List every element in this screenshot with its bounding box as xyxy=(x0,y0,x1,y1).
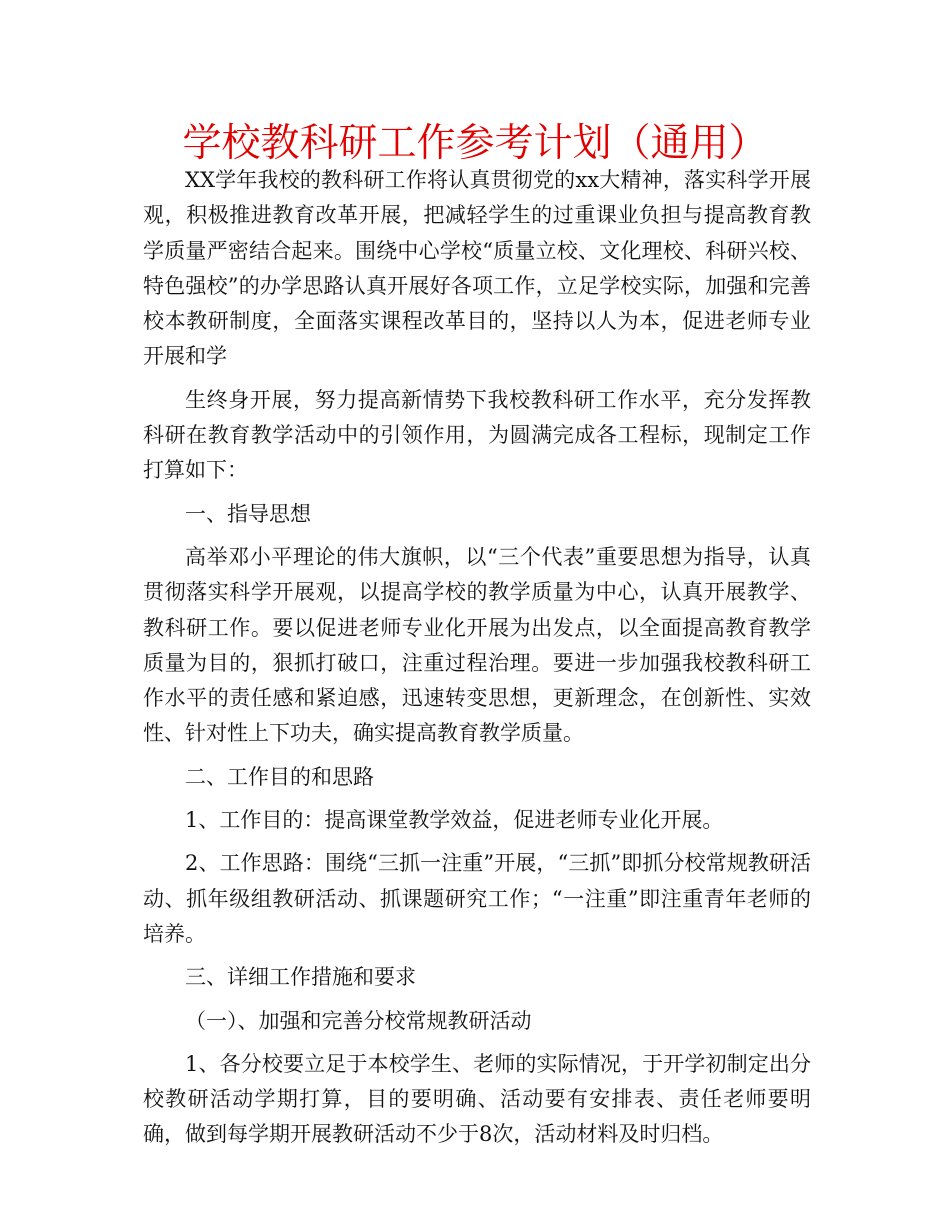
paragraph-work-approach: 2、工作思路：围绕“三抓一注重”开展，“三抓”即抓分校常规教研活动、抓年级组教研活动、抓课题研究工作；“一注重”即注重青年老师的培养。 xyxy=(143,851,811,946)
subheading-routine-research: （一）、加强和完善分校常规教研活动 xyxy=(185,1008,532,1033)
paragraph-work-goal: 1、工作目的：提高课堂教学效益，促进老师专业化开展。 xyxy=(185,808,724,833)
paragraph-intro-continued: 生终身开展，努力提高新情势下我校教科研工作水平，充分发挥教科研在教育教学活动中的引领作用，为圆满完成各工程标，现制定工作打算如下： xyxy=(143,387,811,483)
document-body xyxy=(143,163,811,1153)
paragraph-branch-plan: 1、各分校要立足于本校学生、老师的实际情况，于开学初制定出分校教研活动学期打算，目的要明确、活动要有安排表、责任老师要明确，做到每学期开展教研活动不少于8次，活动材料及时归档。 xyxy=(143,1051,811,1147)
paragraph-intro: XX学年我校的教科研工作将认真贯彻党的xx大精神，落实科学开展观，积极推进教育改革开展，把减轻学生的过重课业负担与提高教育教学质量严密结合起来。围绕中心学校“质量立校、文化理校、科研兴校、特色强校”的办学思路认真开展好各项工作，立足学校实际，加强和完善校本教研制度，全面落实课程改革目的，坚持以人为本，促进老师专业开展和学 xyxy=(143,168,811,369)
heading-detailed-measures: 三、详细工作措施和要求 xyxy=(185,965,416,990)
heading-goals-and-approach: 二、工作目的和思路 xyxy=(185,764,374,789)
paragraph-guiding-thought: 高举邓小平理论的伟大旗帜，以“三个代表”重要思想为指导，认真贯彻落实科学开展观，以提高学校的教学质量为中心，认真开展教学、教科研工作。要以促进老师专业化开展为出发点，以全面提高教育教学质量为目的，狠抓打破口，注重过程治理。要进一步加强我校教科研工作水平的责任感和紧迫感，迅速转变思想，更新理念，在创新性、实效性、针对性上下功夫，确实提高教育教学质量。 xyxy=(143,544,811,746)
heading-guiding-thought: 一、指导思想 xyxy=(185,501,311,526)
document-title: 学校教科研工作参考计划（通用） xyxy=(182,121,768,166)
